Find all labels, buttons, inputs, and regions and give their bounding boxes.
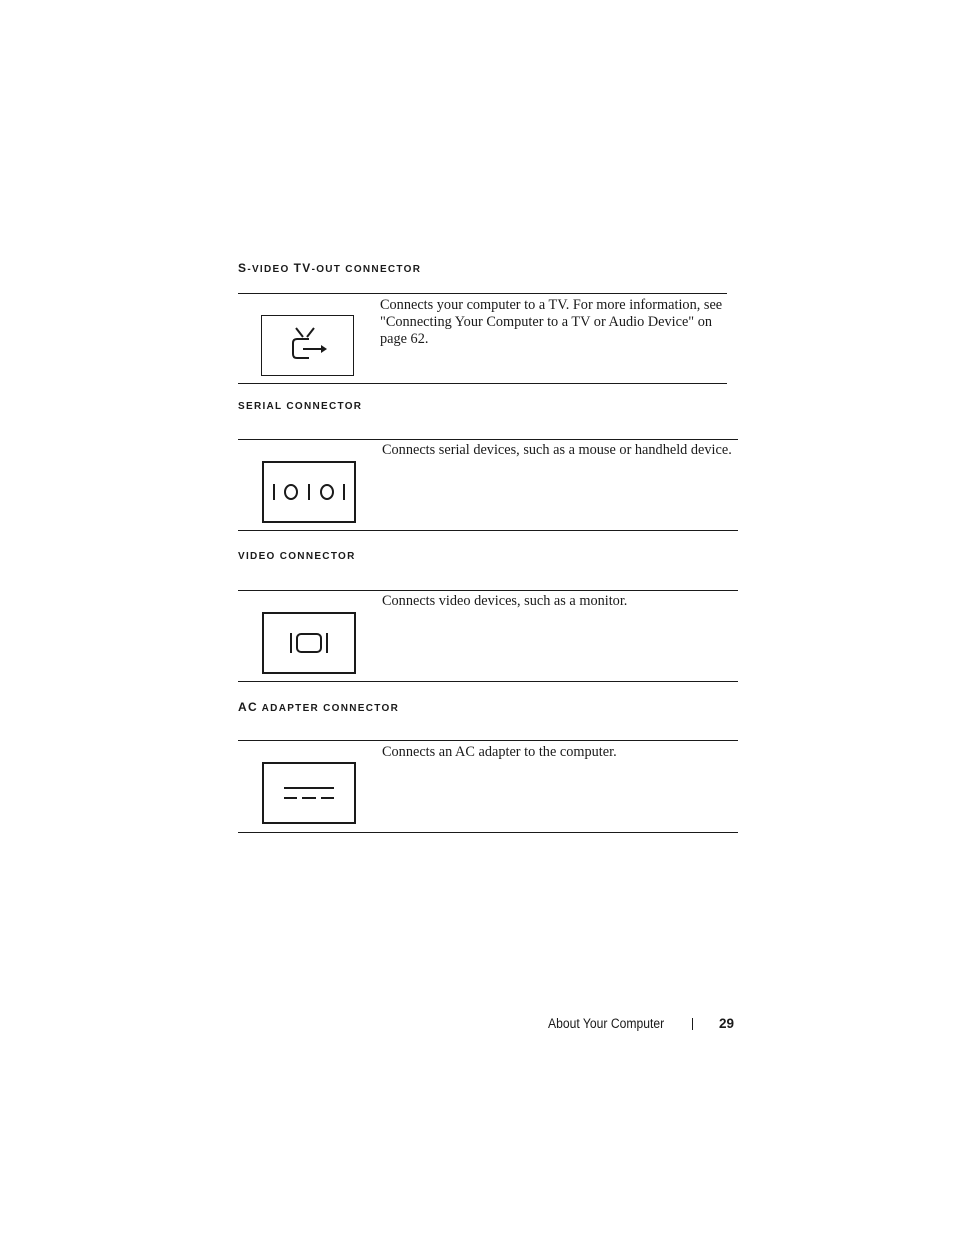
footer-separator: [692, 1018, 693, 1030]
table-bottom-rule: [238, 681, 738, 682]
table-bottom-rule: [238, 383, 727, 384]
serial-port-icon: [271, 481, 347, 503]
dc-power-icon-box: [262, 762, 356, 824]
section-heading-ac: [238, 701, 399, 715]
tv-out-icon-box: [261, 315, 354, 376]
heading-text: ADAPTER CONNECTOR: [257, 703, 400, 714]
video-port-icon: [288, 631, 330, 655]
table-top-rule: [238, 590, 738, 591]
table-bottom-rule: [238, 832, 738, 833]
table-bottom-rule: [238, 530, 738, 531]
heading-text: -OUT CONNECTOR: [311, 264, 422, 275]
description-ac: Connects an AC adapter to the computer.: [382, 744, 617, 760]
description-svideo: Connects your computer to a TV. For more information, see "Connecting Your Computer to a TV or Audio Device" on page 62.: [380, 297, 723, 347]
footer-chapter-title: About Your Computer: [548, 1016, 665, 1031]
section-heading-video: VIDEO CONNECTOR: [238, 551, 356, 562]
heading-cap: TV: [293, 261, 312, 275]
serial-port-icon-box: [262, 461, 356, 523]
heading-cap: AC: [238, 700, 258, 714]
description-video: Connects video devices, such as a monitor.: [382, 593, 628, 609]
section-heading-serial: SERIAL CONNECTOR: [238, 401, 363, 412]
page-number: 29: [719, 1016, 735, 1031]
heading-text: -VIDEO: [247, 264, 294, 275]
table-top-rule: [238, 740, 738, 741]
table-top-rule: [238, 439, 738, 440]
video-port-icon-box: [262, 612, 356, 674]
table-top-rule: [238, 293, 727, 294]
dc-power-icon: [283, 784, 335, 802]
heading-cap: S: [238, 261, 248, 275]
tv-out-icon: [283, 326, 333, 366]
description-serial: Connects serial devices, such as a mouse or handheld device.: [382, 442, 732, 458]
section-heading-svideo: [238, 262, 421, 276]
